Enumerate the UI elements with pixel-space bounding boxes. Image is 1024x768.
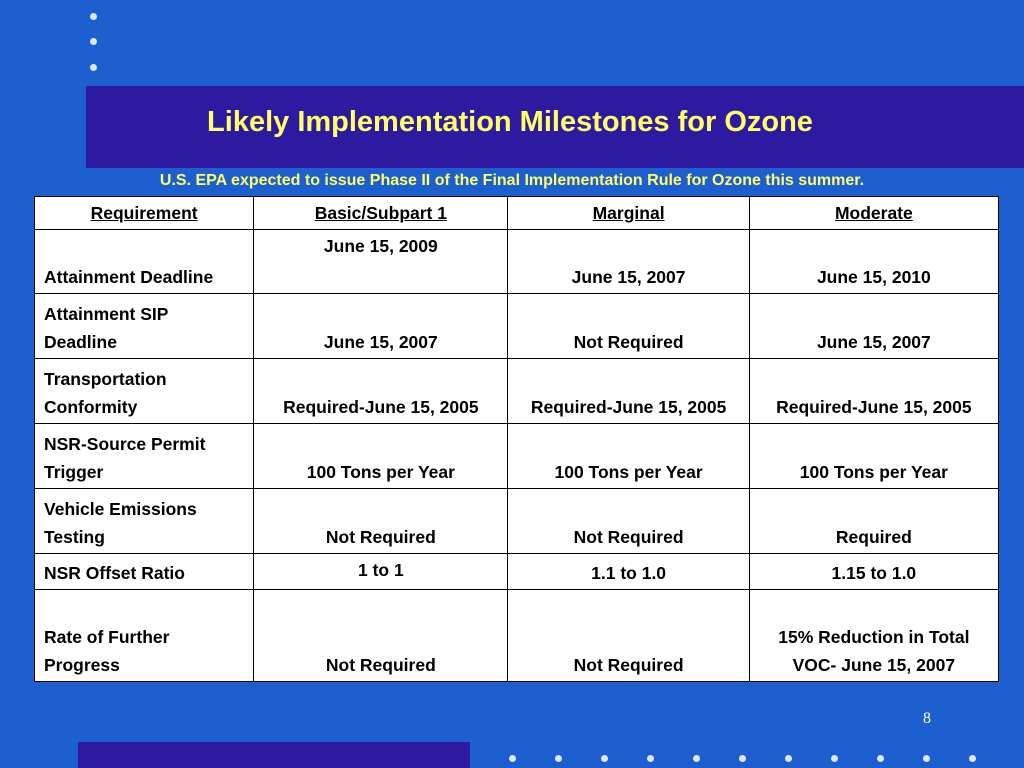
cell-moderate: June 15, 2010 [749, 230, 998, 294]
table-row [35, 489, 999, 554]
cell-basic: 1 to 1 [254, 554, 508, 590]
header-moderate: Moderate [749, 197, 998, 230]
slide-title: Likely Implementation Milestones for Ozone [207, 106, 813, 138]
cell-moderate: Required-June 15, 2005 [749, 359, 998, 424]
cell-basic: June 15, 2009 [254, 230, 508, 294]
cell-requirement: Transportation Conformity [35, 359, 254, 424]
cell-marginal: Required-June 15, 2005 [508, 359, 749, 424]
slide-subtitle: U.S. EPA expected to issue Phase II of the Final Implementation Rule for Ozone this summer. [159, 172, 865, 189]
decorative-dot [90, 64, 97, 71]
cell-marginal: Not Required [508, 294, 749, 359]
cell-requirement: Rate of Further Progress [35, 590, 254, 682]
cell-basic: Required-June 15, 2005 [254, 359, 508, 424]
cell-marginal: 100 Tons per Year [508, 424, 749, 489]
header-basic: Basic/Subpart 1 [254, 197, 508, 230]
cell-moderate: June 15, 2007 [749, 294, 998, 359]
cell-marginal: Not Required [508, 590, 749, 682]
cell-marginal: Not Required [508, 489, 749, 554]
cell-basic: 100 Tons per Year [254, 424, 508, 489]
cell-requirement: Attainment Deadline [35, 230, 254, 294]
cell-requirement: Attainment SIP Deadline [35, 294, 254, 359]
cell-basic: Not Required [254, 590, 508, 682]
decorative-dot [647, 755, 654, 762]
page-number: 8 [923, 710, 931, 727]
cell-marginal: June 15, 2007 [508, 230, 749, 294]
decorative-dot [90, 38, 97, 45]
decorative-dot [831, 755, 838, 762]
table-row [35, 359, 999, 424]
decorative-dot [969, 755, 976, 762]
decorative-dot [509, 755, 516, 762]
decorative-dot [739, 755, 746, 762]
milestones-table [34, 196, 999, 682]
table-row [35, 230, 999, 294]
decorative-dot [555, 755, 562, 762]
decorative-dot [785, 755, 792, 762]
header-marginal: Marginal [508, 197, 749, 230]
table-row [35, 424, 999, 489]
decorative-dot [877, 755, 884, 762]
cell-requirement: NSR-Source Permit Trigger [35, 424, 254, 489]
table-row [35, 590, 999, 682]
cell-moderate: 15% Reduction in Total VOC- June 15, 2007 [749, 590, 998, 682]
cell-marginal: 1.1 to 1.0 [508, 554, 749, 590]
decorative-dot [90, 13, 97, 20]
cell-basic: June 15, 2007 [254, 294, 508, 359]
cell-moderate: 100 Tons per Year [749, 424, 998, 489]
table-row [35, 554, 999, 590]
decorative-dot [601, 755, 608, 762]
header-requirement: Requirement [35, 197, 254, 230]
cell-moderate: 1.15 to 1.0 [749, 554, 998, 590]
footer-band [78, 742, 470, 768]
cell-requirement: NSR Offset Ratio [35, 554, 254, 590]
table-row [35, 294, 999, 359]
cell-basic: Not Required [254, 489, 508, 554]
cell-moderate: Required [749, 489, 998, 554]
decorative-dot [923, 755, 930, 762]
table-header-row [35, 197, 999, 230]
decorative-dot [693, 755, 700, 762]
cell-requirement: Vehicle Emissions Testing [35, 489, 254, 554]
